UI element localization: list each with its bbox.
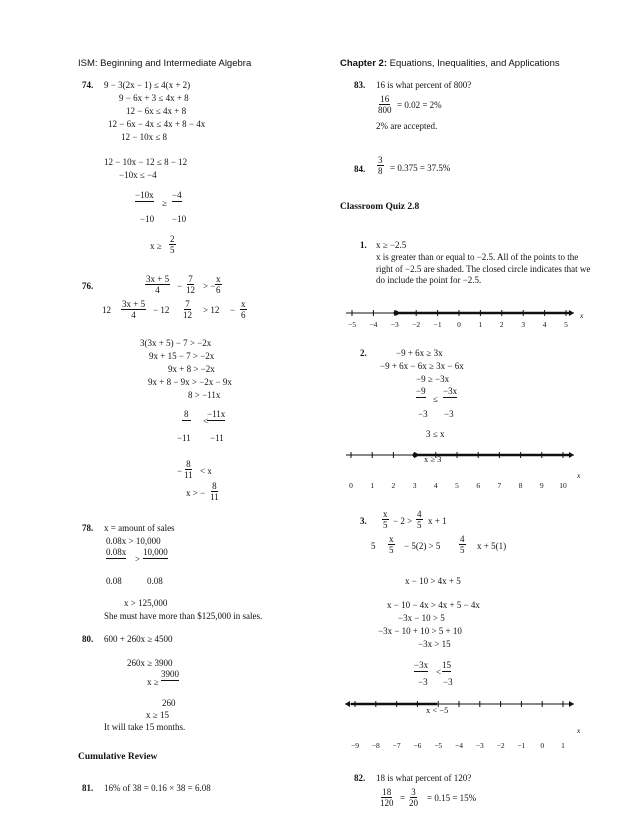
numerator: x [216, 274, 221, 284]
arrow-left [345, 701, 350, 707]
step: 9 − 6x + 3 ≤ 4x + 8 [119, 93, 189, 103]
fraction [459, 534, 466, 555]
problem-number: 82. [354, 773, 366, 783]
tick-label: −1 [433, 320, 442, 329]
symbol: > − [203, 281, 216, 291]
tick-label: 8 [518, 481, 523, 490]
symbol: − 12 [153, 305, 170, 315]
fraction [169, 234, 176, 255]
problem-number: 74. [82, 80, 94, 90]
symbol: − 5(2) > 5 [404, 541, 441, 551]
tick-label: 1 [370, 481, 375, 490]
coefficient: 12 [102, 305, 111, 315]
symbol: − 2 > [393, 516, 413, 526]
tick-label: 0 [540, 741, 545, 750]
step: 9x + 15 − 7 > −2x [149, 351, 215, 361]
step: x > 125,000 [124, 598, 168, 608]
tick-label: 1 [478, 320, 483, 329]
numerator: 3x + 5 [146, 274, 170, 284]
denominator: 120 [380, 798, 394, 808]
symbol: < x [200, 466, 212, 476]
fraction-denominator: −3 [418, 677, 428, 687]
denominator: 6 [216, 285, 221, 295]
tick-label: −8 [371, 741, 380, 750]
tick-label: 3 [521, 320, 526, 329]
tick-label: 6 [476, 481, 481, 490]
fraction-numerator: −3x [443, 386, 458, 396]
fraction-denominator: −11 [177, 433, 191, 443]
problem-number: 2. [360, 348, 367, 358]
denominator: 12 [183, 310, 192, 320]
tick-label: −5 [434, 741, 443, 750]
tick-label: −7 [392, 741, 401, 750]
step: −9 + 6x ≥ 3x [396, 348, 443, 358]
answer: 2% are accepted. [376, 121, 438, 131]
numerator: 18 [382, 787, 392, 797]
numerator: 16 [380, 94, 390, 104]
numerator: 8 [212, 481, 217, 491]
problem-number: 76. [82, 281, 94, 291]
fraction [215, 274, 222, 295]
fraction [388, 534, 395, 555]
explanation: x is greater than or equal to −2.5. All of the points to the right of −2.5 are shaded. The closed circle indicates that we do include the point for −2.5. [376, 252, 591, 285]
fraction [380, 787, 394, 808]
fraction-numerator: 10,000 [143, 547, 168, 557]
result: x ≥ [150, 241, 162, 251]
symbol: < [203, 416, 209, 426]
step: −9 + 6x − 6x ≥ 3x − 6x [380, 361, 464, 371]
step: 9x + 8 > −2x [168, 364, 215, 374]
step: x − 10 > 4x + 5 [405, 576, 461, 586]
tick-label: −2 [496, 741, 505, 750]
fraction-denominator: 0.08 [106, 576, 122, 586]
tick-label: −2 [412, 320, 421, 329]
fraction-numerator: 8 [184, 409, 189, 419]
fraction-numerator: −11x [207, 409, 226, 419]
fraction-denominator: −11 [210, 433, 224, 443]
step: 12 − 10x ≤ 8 [121, 132, 168, 142]
axis-label: x [577, 471, 581, 480]
denominator: 5 [170, 245, 175, 255]
step: 18 is what percent of 120? [376, 773, 472, 783]
result: x > − [186, 488, 206, 498]
tick-label: 0 [349, 481, 353, 490]
symbol: ≥ [162, 198, 167, 208]
answer: It will take 15 months. [104, 722, 186, 732]
fraction [145, 274, 170, 295]
step: 3(3x + 5) − 7 > −2x [140, 338, 212, 348]
tick-label: 1 [561, 741, 565, 750]
fraction [183, 299, 192, 320]
step: 3 ≤ x [426, 429, 445, 439]
classroom-quiz-heading: Classroom Quiz 2.8 [340, 202, 420, 212]
fraction-numerator: 0.08x [106, 547, 127, 557]
tick-label: −3 [475, 741, 484, 750]
symbol: ≤ [433, 394, 438, 404]
step: x = amount of sales [104, 523, 175, 533]
step: = 0.15 = 15% [427, 793, 477, 803]
denominator: 20 [409, 798, 418, 808]
closed-point [394, 311, 399, 316]
numerator: 4 [460, 534, 465, 544]
tick-label: 7 [497, 481, 502, 490]
header-chapter: Chapter 2: [340, 58, 387, 69]
fraction [240, 299, 247, 320]
denominator: 4 [155, 285, 160, 295]
step: x ≥ [147, 677, 159, 687]
fraction-numerator: 3900 [161, 669, 179, 679]
denominator: 6 [241, 310, 246, 320]
tick-label: 4 [542, 320, 547, 329]
fraction [409, 787, 418, 808]
denominator: 12 [186, 285, 195, 295]
step: −10x ≤ −4 [119, 170, 157, 180]
problem-number: 84. [354, 164, 366, 174]
tick-label: 9 [539, 481, 544, 490]
step: −3x − 10 + 10 > 5 + 10 [378, 626, 462, 636]
numerator: 7 [185, 299, 190, 309]
tick-label: 2 [391, 481, 396, 490]
fraction [382, 509, 389, 530]
fraction-denominator: −3 [443, 677, 453, 687]
tick-label: −4 [369, 320, 378, 329]
denominator: 5 [389, 545, 394, 555]
symbol: > 12 [203, 305, 220, 315]
fraction-denominator: 0.08 [147, 576, 163, 586]
tick-label: −3 [390, 320, 399, 329]
denominator: 5 [383, 520, 388, 530]
arrow-right [569, 701, 574, 707]
tick-label: 3 [412, 481, 417, 490]
tick-label: −4 [455, 741, 463, 750]
header-left: ISM: Beginning and Intermediate Algebra [78, 58, 252, 69]
numerator: x [389, 534, 394, 544]
fraction-denominator: −10 [172, 214, 187, 224]
numerator: 3 [378, 155, 383, 165]
step: −3x > 15 [418, 639, 451, 649]
symbol: = [400, 793, 406, 803]
fraction [121, 299, 146, 320]
step: x ≥ 15 [146, 710, 169, 720]
problem-number: 3. [360, 516, 367, 526]
numerator: x [241, 299, 246, 309]
denominator: 11 [184, 470, 193, 480]
denominator: 4 [131, 310, 136, 320]
header-chapter-title: Equations, Inequalities, and Applications [386, 58, 560, 69]
problem-number: 80. [82, 634, 94, 644]
step: 12 − 6x − 4x ≤ 4x + 8 − 4x [108, 119, 206, 129]
step: 16 is what percent of 800? [376, 80, 472, 90]
fraction-denominator: −3 [418, 409, 428, 419]
numerator: 3 [411, 787, 416, 797]
numerator: 8 [186, 459, 191, 469]
step: x + 1 [428, 516, 447, 526]
fraction-denominator: 260 [162, 698, 176, 708]
symbol: − [177, 281, 183, 291]
denominator: 800 [378, 105, 392, 115]
problem-number: 81. [82, 783, 94, 793]
numerator: 2 [170, 234, 175, 244]
axis-label: x [580, 311, 584, 320]
fraction [416, 509, 423, 530]
closed-point [413, 453, 418, 458]
step: −3x − 10 > 5 [398, 613, 445, 623]
step: 12 − 10x − 12 ≤ 8 − 12 [104, 157, 188, 167]
denominator: 11 [210, 492, 219, 502]
step: 9x + 8 − 9x > −2x − 9x [148, 377, 232, 387]
problem-number: 83. [354, 80, 366, 90]
symbol: < [436, 667, 442, 677]
step: −9 ≥ −3x [416, 374, 450, 384]
step: 12 − 6x ≤ 4x + 8 [126, 106, 187, 116]
step: 0.08x > 10,000 [106, 536, 161, 546]
fraction [210, 481, 219, 502]
tick-label: 5 [564, 320, 568, 329]
numerator: x [383, 509, 388, 519]
denominator: 5 [460, 545, 465, 555]
tick-label: 10 [559, 481, 567, 490]
fraction-numerator: −3x [414, 660, 429, 670]
fraction [184, 459, 193, 480]
tick-label: −9 [351, 741, 359, 750]
problem-number: 78. [82, 523, 94, 533]
problem-number: 1. [360, 240, 367, 250]
denominator: 8 [378, 166, 383, 176]
step: 9 − 3(2x − 1) ≤ 4(x + 2) [104, 80, 191, 90]
cumulative-review-heading: Cumulative Review [78, 752, 158, 762]
fraction [377, 155, 384, 176]
tick-label: −5 [348, 320, 356, 329]
step: 16% of 38 = 0.16 × 38 = 6.08 [104, 783, 211, 793]
fraction [186, 274, 195, 295]
step: 600 + 260x ≥ 4500 [104, 634, 173, 644]
tick-label: 0 [457, 320, 461, 329]
tick-label: −1 [517, 741, 526, 750]
numerator: 3x + 5 [122, 299, 146, 309]
axis-label: x [577, 726, 581, 735]
denominator: 5 [417, 520, 422, 530]
step: = 0.375 = 37.5% [390, 163, 451, 173]
step: 8 > −11x [188, 390, 221, 400]
fraction-numerator: −9 [416, 386, 426, 396]
step: x ≥ −2.5 [376, 240, 407, 250]
step: 260x ≥ 3900 [127, 658, 173, 668]
solution-label: x < −5 [426, 705, 449, 715]
numerator: 7 [188, 274, 193, 284]
coefficient: 5 [371, 541, 376, 551]
answer: She must have more than $125,000 in sales. [104, 611, 263, 621]
fraction-numerator: −10x [135, 190, 154, 200]
fraction-denominator: −10 [140, 214, 155, 224]
tick-label: 2 [499, 320, 504, 329]
fraction [378, 94, 392, 115]
fraction-numerator: 15 [442, 660, 451, 670]
fraction-denominator: −3 [444, 409, 454, 419]
step: x + 5(1) [477, 541, 507, 551]
tick-label: −6 [413, 741, 422, 750]
fraction-numerator: −4 [172, 190, 182, 200]
symbol: − [177, 466, 183, 476]
tick-label: 5 [455, 481, 459, 490]
tick-label: 4 [433, 481, 438, 490]
header-right [340, 58, 560, 69]
step: = 0.02 = 2% [397, 100, 442, 110]
step: x − 10 − 4x > 4x + 5 − 4x [387, 600, 480, 610]
symbol: − [230, 305, 236, 315]
solution-label: x ≥ 3 [424, 454, 442, 464]
numerator: 4 [417, 509, 422, 519]
symbol: > [135, 554, 141, 564]
